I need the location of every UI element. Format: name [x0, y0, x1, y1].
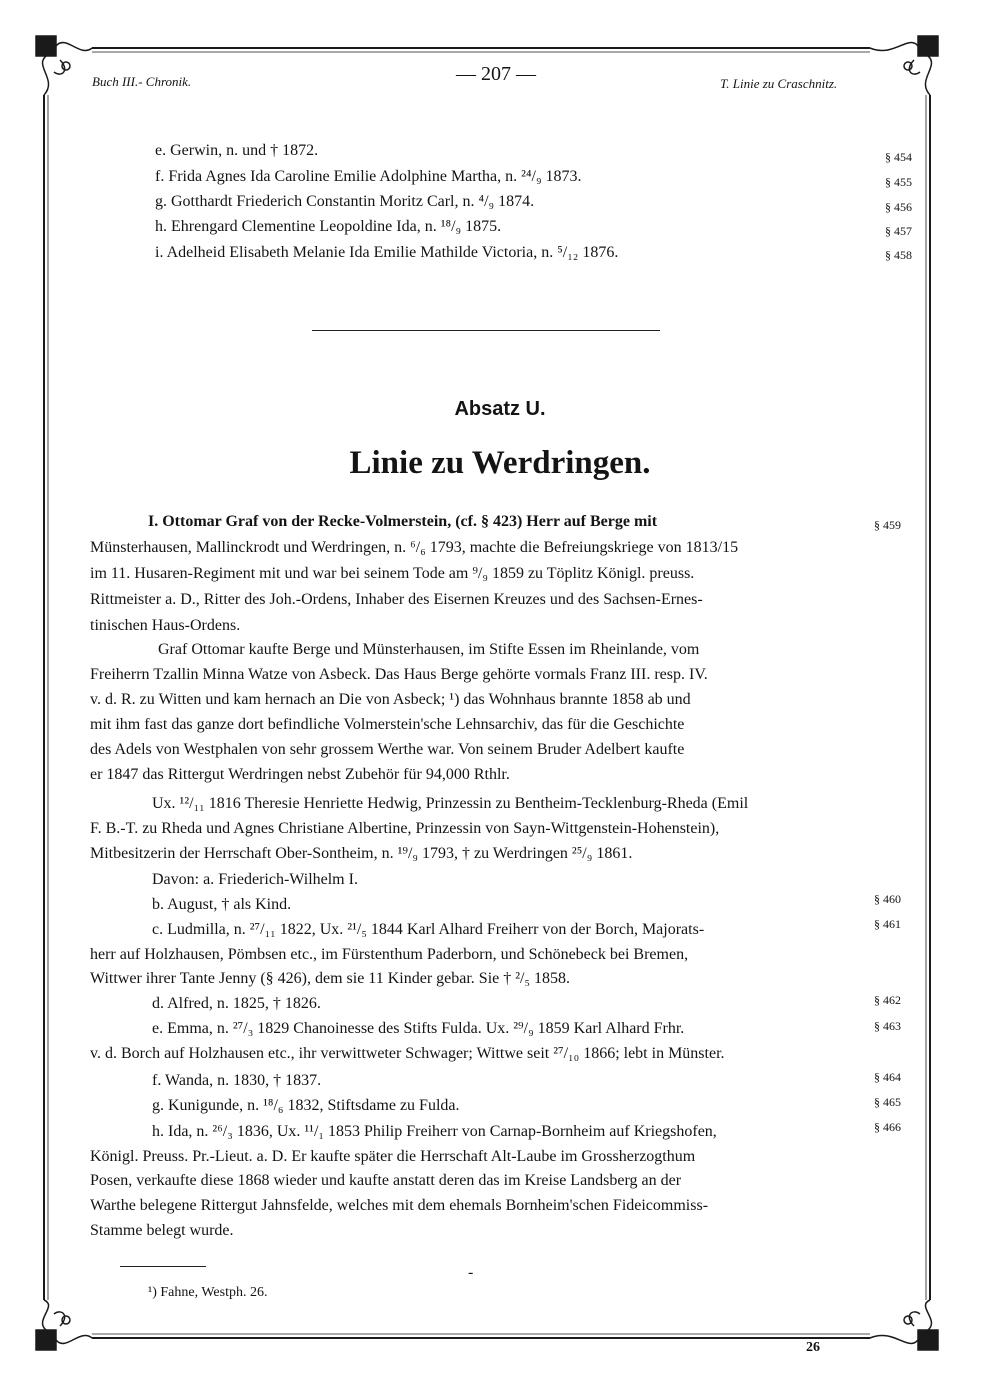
- body-line: v. d. R. zu Witten und kam hernach an Die von Asbeck; ¹) das Wohnhaus brannte 1858 ab und: [90, 691, 691, 708]
- footnote: ¹) Fahne, Westph. 26.: [148, 1285, 268, 1300]
- section-marker: § 455: [885, 175, 912, 189]
- footnote-rule: [120, 1266, 206, 1267]
- section-marker: § 459: [874, 518, 901, 532]
- entry-line: f. Frida Agnes Ida Caroline Emilie Adolphine Martha, n. ²⁴/₉ 1873.: [155, 168, 582, 185]
- body-line: Königl. Preuss. Pr.-Lieut. a. D. Er kaufte später die Herrschaft Alt-Laube im Grossherzogthum: [90, 1148, 696, 1165]
- body-line: e. Emma, n. ²⁷/₃ 1829 Chanoinesse des Stifts Fulda. Ux. ²⁹/₉ 1859 Karl Alhard Frhr.: [152, 1020, 685, 1037]
- entry-line: g. Gotthardt Friederich Constantin Moritz Carl, n. ⁴/₉ 1874.: [155, 193, 535, 210]
- section-marker: § 460: [874, 892, 901, 906]
- body-line: Mitbesitzerin der Herrschaft Ober-Sontheim, n. ¹⁹/₉ 1793, † zu Werdringen ²⁵/₉ 1861.: [90, 845, 633, 862]
- section-marker: § 456: [885, 200, 912, 214]
- body-line: Wittwer ihrer Tante Jenny (§ 426), dem sie 11 Kinder gebar. Sie † ²/₅ 1858.: [90, 970, 571, 987]
- body-line: Ux. ¹²/₁₁ 1816 Theresie Henriette Hedwig, Prinzessin zu Bentheim-Tecklenburg-Rheda (Emil: [152, 795, 749, 812]
- corner-ornament-top-left: [36, 36, 92, 95]
- body-line: Freiherrn Tzallin Minna Watze von Asbeck. Das Haus Berge gehörte vormals Franz III. resp. IV.: [90, 666, 708, 683]
- body-line: mit ihm fast das ganze dort befindliche Volmerstein'sche Lehnsarchiv, das für die Geschichte: [90, 716, 685, 733]
- section-marker: § 464: [874, 1070, 901, 1084]
- body-line: I. Ottomar Graf von der Recke-Volmerstein, (cf. § 423) Herr auf Berge mit: [148, 513, 658, 530]
- body-line: d. Alfred, n. 1825, † 1826.: [152, 995, 321, 1012]
- running-header-right: T. Linie zu Craschnitz.: [720, 76, 838, 91]
- section-divider: [312, 330, 660, 331]
- corner-ornament-bottom-right: [870, 1300, 938, 1350]
- running-header-left: Buch III.- Chronik.: [92, 74, 192, 89]
- body-line: Münsterhausen, Mallinckrodt und Werdringen, n. ⁶/₆ 1793, machte die Befreiungskriege von 1813/15: [90, 539, 739, 556]
- absatz-heading: Absatz U.: [454, 398, 546, 420]
- entry-line: h. Ehrengard Clementine Leopoldine Ida, n. ¹⁸/₉ 1875.: [155, 218, 502, 235]
- section-marker: § 463: [874, 1019, 901, 1033]
- section-marker: § 458: [885, 248, 912, 262]
- body-line: herr auf Holzhausen, Pömbsen etc., im Fürstenthum Paderborn, und Schönebeck bei Bremen,: [90, 946, 689, 963]
- body-line: f. Wanda, n. 1830, † 1837.: [152, 1072, 322, 1089]
- body-line: Davon: a. Friederich-Wilhelm I.: [152, 871, 358, 888]
- section-marker: § 457: [885, 224, 912, 238]
- ink-mark: -: [468, 1264, 474, 1281]
- section-marker: § 461: [874, 917, 901, 931]
- body-line: F. B.-T. zu Rheda und Agnes Christiane Albertine, Prinzessin von Sayn-Wittgenstein-Hohenstein),: [90, 820, 720, 837]
- section-marker: § 454: [885, 150, 912, 164]
- page-number: — 207 —: [456, 63, 536, 85]
- body-line: c. Ludmilla, n. ²⁷/₁₁ 1822, Ux. ²¹/₅ 1844 Karl Alhard Freiherr von der Borch, Majorats-: [152, 921, 705, 938]
- body-line: tinischen Haus-Ordens.: [90, 617, 241, 634]
- body-line: Posen, verkaufte diese 1868 wieder und kaufte anstatt deren das im Kreise Landsberg an der: [90, 1172, 682, 1189]
- section-marker: § 462: [874, 993, 901, 1007]
- body-line: Graf Ottomar kaufte Berge und Münsterhausen, im Stifte Essen im Rheinlande, vom: [158, 641, 700, 658]
- body-line: Stamme belegt wurde.: [90, 1222, 234, 1239]
- body-line: Rittmeister a. D., Ritter des Joh.-Ordens, Inhaber des Eisernen Kreuzes und des Sachsen-Ernes-: [90, 591, 703, 608]
- entry-line: i. Adelheid Elisabeth Melanie Ida Emilie Mathilde Victoria, n. ⁵/₁₂ 1876.: [155, 244, 619, 261]
- body-line: b. August, † als Kind.: [152, 896, 292, 913]
- body-line: g. Kunigunde, n. ¹⁸/₆ 1832, Stiftsdame zu Fulda.: [152, 1097, 460, 1114]
- body-line: v. d. Borch auf Holzhausen etc., ihr verwittweter Schwager; Wittwe seit ²⁷/₁₀ 1866; lebt in Münster.: [90, 1045, 725, 1062]
- corner-ornament-bottom-left: [36, 1300, 92, 1350]
- section-marker: § 465: [874, 1095, 901, 1109]
- body-line: im 11. Husaren-Regiment mit und war bei seinem Tode am ⁹/₉ 1859 zu Töplitz Königl. preuss.: [90, 565, 695, 582]
- body-line: Warthe belegene Rittergut Jahnsfelde, welches mit dem ehemals Bornheim'schen Fideicommiss-: [90, 1197, 709, 1214]
- corner-ornament-top-right: [870, 36, 938, 95]
- chapter-title: Linie zu Werdringen.: [349, 445, 651, 481]
- section-marker: § 466: [874, 1120, 901, 1134]
- entry-line: e. Gerwin, n. und † 1872.: [155, 142, 319, 159]
- body-line: er 1847 das Rittergut Werdringen nebst Zubehör für 94,000 Rthlr.: [90, 766, 510, 783]
- folio-number: 26: [806, 1340, 820, 1355]
- body-line: des Adels von Westphalen von sehr grossem Werthe war. Von seinem Bruder Adelbert kaufte: [90, 741, 685, 758]
- body-line: h. Ida, n. ²⁶/₃ 1836, Ux. ¹¹/₁ 1853 Philip Freiherr von Carnap-Bornheim auf Kriegshofen,: [152, 1123, 717, 1140]
